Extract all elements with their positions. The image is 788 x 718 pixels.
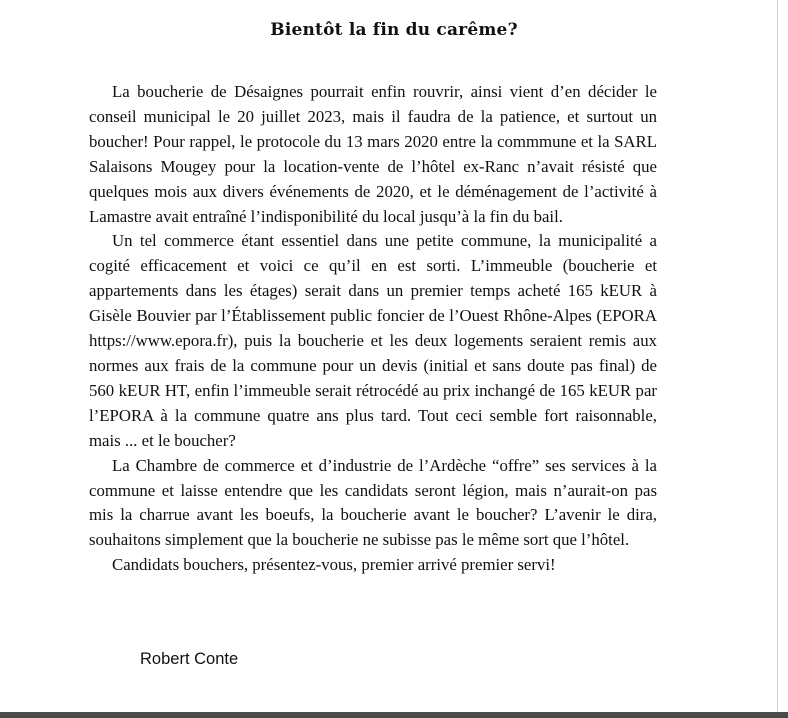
window-bottom-bar: [0, 712, 788, 718]
paragraph-2: Un tel commerce étant essentiel dans une petite commune, la municipalité a cogité efficacement et voici ce qu’il en est sorti. L’immeuble (boucherie et appartements dans les étages) serait dans un premier temps acheté 165 kEUR à Gisèle Bouvier par l’Établissement public foncier de l’Ouest Rhône-Alpes (EPORA https://www.epora.fr), puis la boucherie et les deux logements seraient remis aux normes aux frais de la commune pour un devis (initial et sans doute pas final) de 560 kEUR HT, enfin l’immeuble serait rétrocédé au prix inchangé de 165 kEUR par l’EPORA à la commune quatre ans plus tard. Tout ceci semble fort raisonnable, mais ... et le boucher?: [89, 231, 657, 450]
article-body: [89, 80, 657, 578]
author-signature: Robert Conte: [140, 650, 239, 668]
paragraph-1: La boucherie de Désaignes pourrait enfin rouvrir, ainsi vient d’en décider le conseil municipal le 20 juillet 2023, mais il faudra de la patience, et surtout un boucher! Pour rappel, le protocole du 13 mars 2020 entre la commmune et la SARL Salaisons Mougey pour la location-vente de l’hôtel ex-Ranc n’avait résisté que quelques mois aux divers événements de 2020, et le déménagement de l’activité à Lamastre avait entraîné l’indisponibilité du local jusqu’à la fin du bail.: [89, 82, 657, 226]
article-title: Bientôt la fin du carême?: [270, 20, 518, 40]
paragraph-3: La Chambre de commerce et d’industrie de l’Ardèche “offre” ses services à la commune et laisse entendre que les candidats seront légion, mais n’aurait-on pas mis la charrue avant les boeufs, la boucherie avant le boucher? L’avenir le dira, souhaitons simplement que la boucherie ne subisse pas le même sort que l’hôtel.: [89, 455, 657, 550]
paragraph-4: Candidats bouchers, présentez-vous, premier arrivé premier servi!: [112, 555, 556, 575]
page-edge-divider: [777, 0, 778, 712]
